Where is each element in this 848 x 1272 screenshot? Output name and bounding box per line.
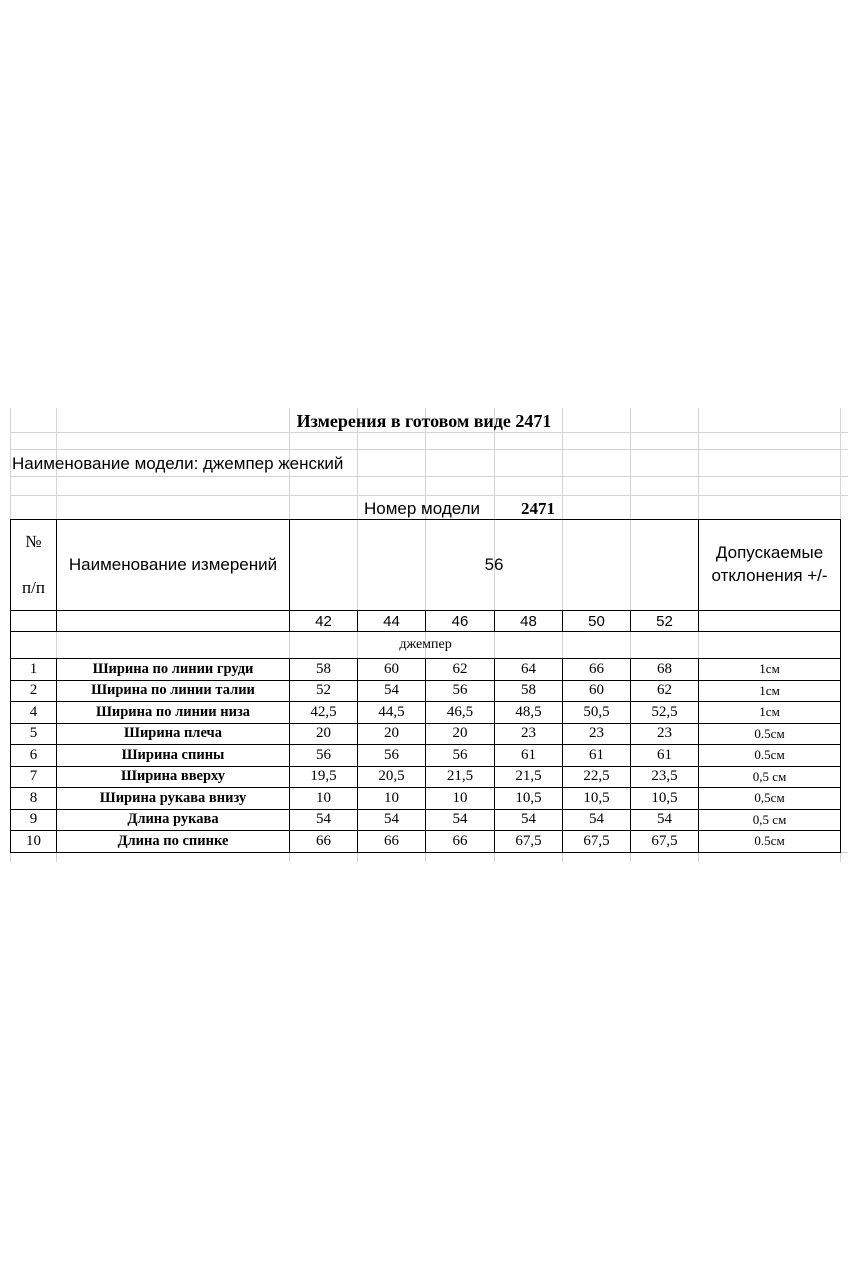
header-number-sub: п/п <box>22 578 45 597</box>
row-measurement-name: Ширина по линии низа <box>57 702 290 724</box>
row-value: 66 <box>563 659 631 681</box>
row-value: 50,5 <box>563 702 631 724</box>
row-value: 61 <box>563 745 631 767</box>
header-tolerance <box>699 520 841 611</box>
row-value: 23 <box>631 723 699 745</box>
row-value: 54 <box>495 809 563 831</box>
row-tolerance: 0,5 см <box>699 809 841 831</box>
row-measurement-name: Ширина по линии талии <box>57 680 290 702</box>
table-row <box>11 831 841 853</box>
row-tolerance: 0,5см <box>699 788 841 810</box>
row-value: 62 <box>426 659 495 681</box>
row-value: 20 <box>358 723 426 745</box>
row-measurement-name: Длина рукава <box>57 809 290 831</box>
row-value: 62 <box>631 680 699 702</box>
row-value: 60 <box>358 659 426 681</box>
row-value: 56 <box>290 745 358 767</box>
row-value: 54 <box>290 809 358 831</box>
size-cell: 46 <box>426 611 495 632</box>
row-value: 10,5 <box>563 788 631 810</box>
row-value: 10,5 <box>495 788 563 810</box>
row-tolerance: 1см <box>699 659 841 681</box>
row-value: 20 <box>290 723 358 745</box>
table-row <box>11 723 841 745</box>
row-value: 61 <box>495 745 563 767</box>
row-number: 7 <box>11 766 57 788</box>
header-number-symbol: № <box>25 532 42 551</box>
row-value: 23 <box>495 723 563 745</box>
row-value: 44,5 <box>358 702 426 724</box>
row-tolerance: 0.5см <box>699 831 841 853</box>
row-measurement-name: Ширина вверху <box>57 766 290 788</box>
row-measurement-name: Ширина по линии груди <box>57 659 290 681</box>
header-size-group: 56 <box>290 520 699 611</box>
row-value: 64 <box>495 659 563 681</box>
row-value: 21,5 <box>426 766 495 788</box>
size-cell: 44 <box>358 611 426 632</box>
grid-line <box>10 432 848 433</box>
model-name: Наименование модели: джемпер женский <box>12 454 344 473</box>
header-number <box>11 520 57 611</box>
row-value: 20,5 <box>358 766 426 788</box>
table-cell <box>11 611 57 632</box>
row-number: 1 <box>11 659 57 681</box>
row-measurement-name: Ширина плеча <box>57 723 290 745</box>
row-value: 42,5 <box>290 702 358 724</box>
model-number-value: 2471 <box>521 499 555 518</box>
sizes-row <box>11 611 841 632</box>
grid-line <box>10 449 848 450</box>
row-tolerance: 1см <box>699 702 841 724</box>
row-value: 58 <box>290 659 358 681</box>
row-value: 23 <box>563 723 631 745</box>
table-body <box>11 659 841 853</box>
row-value: 67,5 <box>631 831 699 853</box>
header-measurement-name: Наименование измерений <box>57 520 290 611</box>
row-value: 68 <box>631 659 699 681</box>
measurements-table <box>10 519 841 853</box>
table-header-row <box>11 520 841 611</box>
row-value: 54 <box>358 680 426 702</box>
header-tolerance-line1: Допускаемые <box>715 543 824 563</box>
row-value: 66 <box>290 831 358 853</box>
row-value: 54 <box>631 809 699 831</box>
row-value: 52,5 <box>631 702 699 724</box>
section-label: джемпер <box>11 632 841 659</box>
row-value: 22,5 <box>563 766 631 788</box>
table-row <box>11 788 841 810</box>
row-value: 56 <box>426 680 495 702</box>
row-value: 67,5 <box>563 831 631 853</box>
row-value: 10 <box>290 788 358 810</box>
table-row <box>11 745 841 767</box>
row-number: 8 <box>11 788 57 810</box>
row-number: 5 <box>11 723 57 745</box>
row-value: 21,5 <box>495 766 563 788</box>
row-measurement-name: Ширина рукава внизу <box>57 788 290 810</box>
size-cell: 50 <box>563 611 631 632</box>
size-cell: 42 <box>290 611 358 632</box>
table-row <box>11 680 841 702</box>
row-value: 52 <box>290 680 358 702</box>
page-title: Измерения в готовом виде 2471 <box>296 411 552 431</box>
row-tolerance: 0.5см <box>699 723 841 745</box>
table-row <box>11 659 841 681</box>
row-number: 6 <box>11 745 57 767</box>
row-tolerance: 0,5 см <box>699 766 841 788</box>
row-value: 46,5 <box>426 702 495 724</box>
size-cell: 48 <box>495 611 563 632</box>
table-row <box>11 702 841 724</box>
row-value: 61 <box>631 745 699 767</box>
grid-line <box>10 476 848 477</box>
size-cell: 52 <box>631 611 699 632</box>
table-cell <box>57 611 290 632</box>
row-value: 48,5 <box>495 702 563 724</box>
row-value: 10 <box>358 788 426 810</box>
row-measurement-name: Ширина спины <box>57 745 290 767</box>
table-row <box>11 809 841 831</box>
row-value: 19,5 <box>290 766 358 788</box>
row-number: 2 <box>11 680 57 702</box>
row-value: 54 <box>563 809 631 831</box>
row-tolerance: 0.5см <box>699 745 841 767</box>
row-value: 56 <box>358 745 426 767</box>
row-value: 56 <box>426 745 495 767</box>
row-tolerance: 1см <box>699 680 841 702</box>
row-number: 10 <box>11 831 57 853</box>
row-value: 23,5 <box>631 766 699 788</box>
row-value: 66 <box>426 831 495 853</box>
row-value: 10,5 <box>631 788 699 810</box>
row-value: 60 <box>563 680 631 702</box>
model-number-label: Номер модели <box>364 499 481 518</box>
table-row <box>11 766 841 788</box>
table-cell <box>699 611 841 632</box>
row-number: 9 <box>11 809 57 831</box>
row-value: 10 <box>426 788 495 810</box>
row-number: 4 <box>11 702 57 724</box>
row-value: 58 <box>495 680 563 702</box>
row-value: 54 <box>358 809 426 831</box>
row-value: 54 <box>426 809 495 831</box>
grid-line <box>10 495 848 496</box>
row-value: 67,5 <box>495 831 563 853</box>
row-value: 66 <box>358 831 426 853</box>
row-measurement-name: Длина по спинке <box>57 831 290 853</box>
section-row <box>11 632 841 659</box>
row-value: 20 <box>426 723 495 745</box>
header-tolerance-line2: отклонения +/- <box>711 566 828 585</box>
